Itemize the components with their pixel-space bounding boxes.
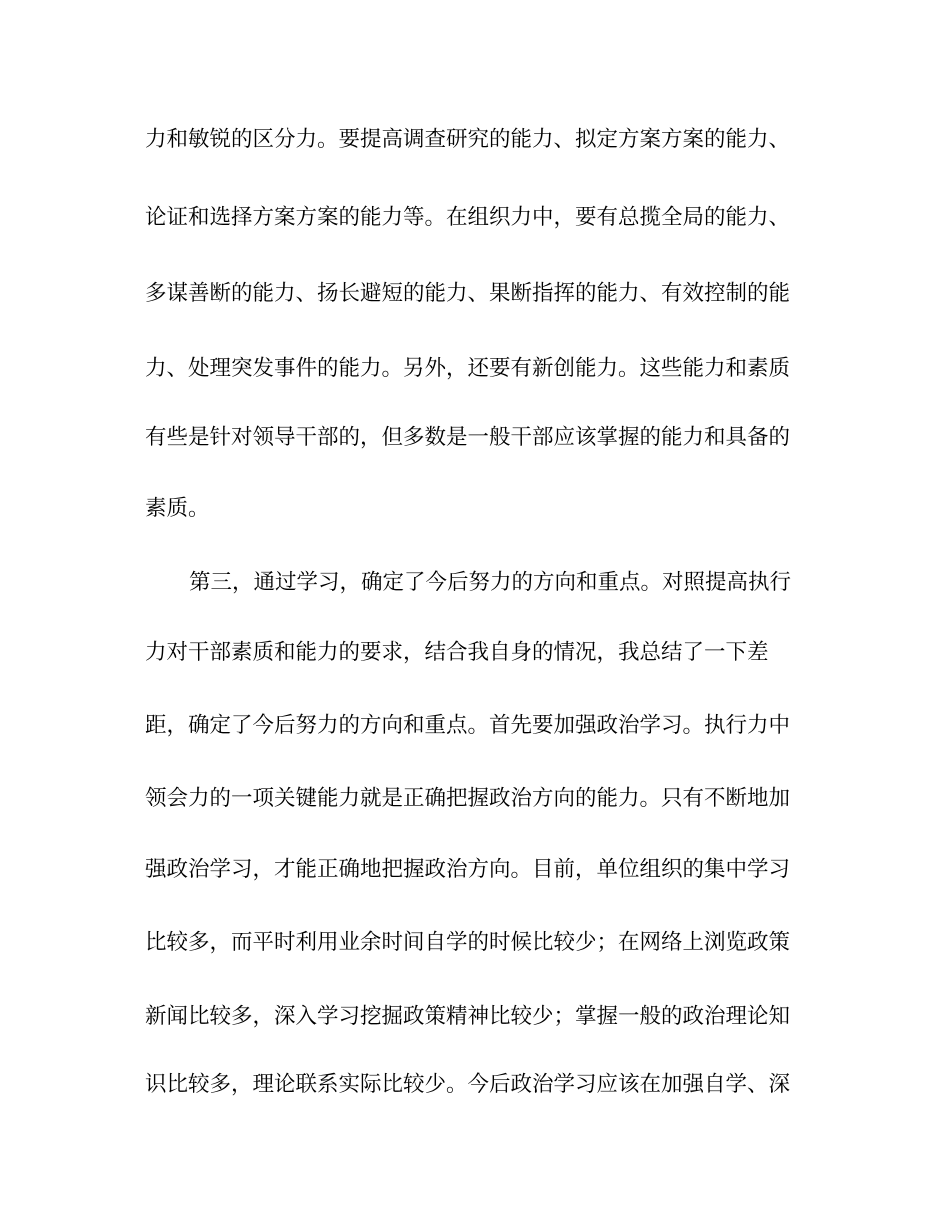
text-line: 比较多，而平时利用业余时间自学的时候比较少；在网络上浏览政策	[145, 930, 791, 955]
text-line: 强政治学习，才能正确地把握政治方向。目前，单位组织的集中学习	[145, 857, 791, 882]
text-line: 新闻比较多，深入学习挖掘政策精神比较少；掌握一般的政治理论知	[145, 1004, 791, 1029]
text-line: 力和敏锐的区分力。要提高调查研究的能力、拟定方案方案的能力、	[145, 127, 791, 152]
text-line: 素质。	[145, 496, 210, 521]
text-line: 距，确定了今后努力的方向和重点。首先要加强政治学习。执行力中	[145, 713, 791, 738]
text-line: 领会力的一项关键能力就是正确把握政治方向的能力。只有不断地加	[145, 786, 791, 811]
paragraph-start-line: 第三，通过学习，确定了今后努力的方向和重点。对照提高执行	[189, 570, 792, 595]
text-line: 力对干部素质和能力的要求，结合我自身的情况，我总结了一下差	[145, 640, 769, 665]
text-line: 力、处理突发事件的能力。另外，还要有新创能力。这些能力和素质	[145, 356, 791, 381]
text-line: 有些是针对领导干部的，但多数是一般干部应该掌握的能力和具备的	[145, 425, 791, 450]
text-line: 识比较多，理论联系实际比较少。今后政治学习应该在加强自学、深	[145, 1072, 791, 1097]
text-line: 多谋善断的能力、扬长避短的能力、果断指挥的能力、有效控制的能	[145, 281, 791, 306]
text-line: 论证和选择方案方案的能力等。在组织力中，要有总揽全局的能力、	[145, 205, 791, 230]
